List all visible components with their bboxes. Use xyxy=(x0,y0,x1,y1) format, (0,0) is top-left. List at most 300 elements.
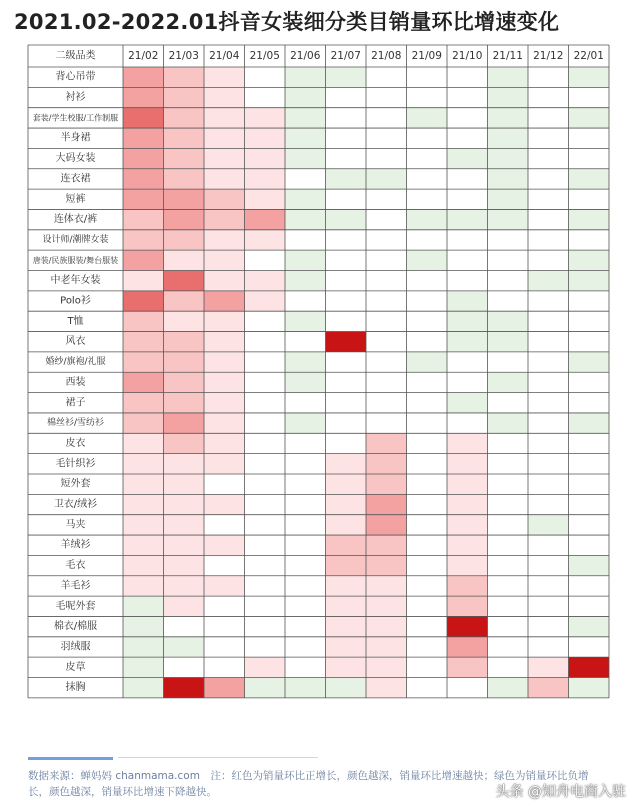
row-label: 设计师/潮牌女装 xyxy=(42,234,109,245)
heatmap-cell xyxy=(123,576,164,596)
heatmap-cell xyxy=(447,678,488,698)
heatmap-cell xyxy=(488,209,529,229)
heatmap-cell xyxy=(204,657,245,677)
heatmap-cell xyxy=(245,678,286,698)
heatmap-cell xyxy=(569,332,610,352)
heatmap-cell xyxy=(447,108,488,128)
heatmap-cell xyxy=(285,454,326,474)
heatmap-cell xyxy=(245,230,286,250)
heatmap-cell xyxy=(245,189,286,209)
row-label: 马夹 xyxy=(65,519,86,531)
column-label: 22/01 xyxy=(573,50,604,62)
heatmap-cell xyxy=(447,494,488,514)
heatmap-cell xyxy=(447,87,488,107)
heatmap-cell xyxy=(123,311,164,331)
heatmap-cell xyxy=(407,189,448,209)
heatmap-cell xyxy=(569,555,610,575)
heatmap-cell xyxy=(569,169,610,189)
row-label: 风衣 xyxy=(65,336,86,348)
heatmap-cell xyxy=(569,535,610,555)
row-label: 连体衣/裤 xyxy=(53,214,98,226)
heatmap-cell xyxy=(366,393,407,413)
heatmap-cell xyxy=(285,433,326,453)
heatmap-cell xyxy=(123,616,164,636)
heatmap-cell xyxy=(285,108,326,128)
heatmap-cell xyxy=(204,189,245,209)
heatmap-cell xyxy=(164,189,205,209)
heatmap-cell xyxy=(326,230,367,250)
heatmap-cell xyxy=(488,678,529,698)
heatmap-cell xyxy=(285,494,326,514)
heatmap-cell xyxy=(204,535,245,555)
heatmap-cell xyxy=(245,148,286,168)
heatmap-cell xyxy=(528,271,569,291)
heatmap-cell xyxy=(407,352,448,372)
heatmap-cell xyxy=(326,372,367,392)
heatmap-cell xyxy=(123,433,164,453)
heatmap-cell xyxy=(326,128,367,148)
heatmap-cell xyxy=(204,352,245,372)
heatmap-cell xyxy=(326,413,367,433)
row-label: 中老年女装 xyxy=(50,275,101,287)
heatmap-cell xyxy=(326,291,367,311)
heatmap-cell xyxy=(245,535,286,555)
heatmap-cell xyxy=(488,454,529,474)
heatmap-cell xyxy=(569,494,610,514)
heatmap-cell xyxy=(204,128,245,148)
heatmap-cell xyxy=(366,311,407,331)
row-label: 婚纱/旗袍/礼服 xyxy=(45,357,106,368)
heatmap-cell xyxy=(285,352,326,372)
heatmap-cell xyxy=(204,250,245,270)
heatmap-cell xyxy=(164,576,205,596)
heatmap-cell xyxy=(528,332,569,352)
column-label: 21/10 xyxy=(452,50,483,62)
heatmap-cell xyxy=(407,271,448,291)
heatmap-cell xyxy=(447,515,488,535)
heatmap-cell xyxy=(528,311,569,331)
heatmap-cell xyxy=(407,555,448,575)
column-label: 21/06 xyxy=(290,50,321,62)
heatmap-cell xyxy=(528,352,569,372)
heatmap-cell xyxy=(123,271,164,291)
heatmap-cell xyxy=(123,535,164,555)
row-label: 裙子 xyxy=(65,397,86,409)
column-label: 21/02 xyxy=(128,50,159,62)
heatmap-cell xyxy=(164,209,205,229)
heatmap-cell xyxy=(326,393,367,413)
heatmap-cell xyxy=(204,87,245,107)
heatmap-cell xyxy=(569,515,610,535)
heatmap-cell xyxy=(245,108,286,128)
heatmap-cell xyxy=(366,128,407,148)
heatmap-cell xyxy=(569,87,610,107)
heatmap-cell xyxy=(285,393,326,413)
heatmap-cell xyxy=(123,67,164,87)
heatmap-cell xyxy=(285,637,326,657)
heatmap-cell xyxy=(285,189,326,209)
heatmap-cell xyxy=(326,332,367,352)
heatmap-cell xyxy=(164,494,205,514)
heatmap-cell xyxy=(366,657,407,677)
heatmap-cell xyxy=(488,230,529,250)
heatmap-cell xyxy=(488,637,529,657)
heatmap-cell xyxy=(326,352,367,372)
heatmap-cell xyxy=(245,515,286,535)
column-label: 21/03 xyxy=(168,50,199,62)
heatmap-cell xyxy=(285,230,326,250)
heatmap-cell xyxy=(123,230,164,250)
heatmap-cell xyxy=(366,535,407,555)
row-label: T恤 xyxy=(67,315,84,327)
heatmap-cell xyxy=(245,352,286,372)
heatmap-cell xyxy=(569,148,610,168)
heatmap-cell xyxy=(204,515,245,535)
heatmap-cell xyxy=(204,596,245,616)
heatmap-cell xyxy=(407,596,448,616)
heatmap-cell xyxy=(447,189,488,209)
heatmap-cell xyxy=(245,250,286,270)
heatmap-cell xyxy=(285,271,326,291)
heatmap-cell xyxy=(164,413,205,433)
heatmap-cell xyxy=(366,148,407,168)
heatmap-cell xyxy=(528,413,569,433)
heatmap-cell xyxy=(366,616,407,636)
heatmap-cell xyxy=(528,616,569,636)
heatmap-cell xyxy=(488,87,529,107)
watermark-text: 头条 @知舟电商入驻 xyxy=(495,784,626,800)
column-label: 21/09 xyxy=(411,50,442,62)
heatmap-cell xyxy=(528,515,569,535)
heatmap-cell xyxy=(164,657,205,677)
heatmap-cell xyxy=(123,250,164,270)
heatmap-cell xyxy=(123,209,164,229)
heatmap-cell xyxy=(245,332,286,352)
heatmap-cell xyxy=(245,169,286,189)
heatmap-cell xyxy=(447,372,488,392)
heatmap-cell xyxy=(407,148,448,168)
row-label: 大码女装 xyxy=(55,153,96,165)
heatmap-cell xyxy=(245,454,286,474)
legend-accent-line xyxy=(28,757,113,760)
row-label: 短裤 xyxy=(65,193,86,205)
column-label: 21/05 xyxy=(249,50,280,62)
heatmap-cell xyxy=(447,657,488,677)
column-label: 21/04 xyxy=(209,50,240,62)
heatmap-cell xyxy=(326,576,367,596)
heatmap-cell xyxy=(528,169,569,189)
heatmap-cell xyxy=(285,148,326,168)
heatmap-cell xyxy=(569,393,610,413)
heatmap-cell xyxy=(569,576,610,596)
heatmap-cell xyxy=(407,678,448,698)
heatmap-cell xyxy=(366,67,407,87)
heatmap-cell xyxy=(407,230,448,250)
heatmap-cell xyxy=(569,189,610,209)
heatmap-cell xyxy=(326,148,367,168)
heatmap-cell xyxy=(407,393,448,413)
row-label: 羊毛衫 xyxy=(60,580,91,592)
heatmap-cell xyxy=(164,67,205,87)
heatmap-cell xyxy=(569,108,610,128)
heatmap-cell xyxy=(569,352,610,372)
heatmap-cell xyxy=(407,67,448,87)
heatmap-cell xyxy=(447,169,488,189)
heatmap-cell xyxy=(488,413,529,433)
heatmap-cell xyxy=(326,433,367,453)
heatmap-cell xyxy=(285,576,326,596)
heatmap-cell xyxy=(447,393,488,413)
heatmap-cell xyxy=(528,148,569,168)
heatmap-cell xyxy=(407,433,448,453)
heatmap-cell xyxy=(326,678,367,698)
heatmap-cell xyxy=(164,372,205,392)
heatmap-cell xyxy=(123,494,164,514)
source-note: 数据来源：蝉妈妈 chanmama.com 注：红色为销量环比正增长，颜色越深，销量环比增速越快；绿色为销量环比负增长，颜色越深，销量环比增速下降越快。 xyxy=(28,770,589,798)
heatmap-cell xyxy=(326,637,367,657)
heatmap-cell xyxy=(407,515,448,535)
heatmap-cell xyxy=(569,372,610,392)
heatmap-cell xyxy=(285,87,326,107)
heatmap-cell xyxy=(366,474,407,494)
row-label: 皮衣 xyxy=(65,437,86,449)
heatmap-cell xyxy=(123,189,164,209)
heatmap-cell xyxy=(285,250,326,270)
heatmap-cell xyxy=(528,291,569,311)
heatmap-cell xyxy=(164,678,205,698)
heatmap-cell xyxy=(285,515,326,535)
heatmap-cell xyxy=(204,209,245,229)
heatmap-cell xyxy=(528,108,569,128)
heatmap-cell xyxy=(245,616,286,636)
heatmap-cell xyxy=(447,67,488,87)
heatmap-cell xyxy=(164,474,205,494)
heatmap-cell xyxy=(204,271,245,291)
heatmap-cell xyxy=(366,372,407,392)
heatmap-cell xyxy=(447,535,488,555)
heatmap-cell xyxy=(204,576,245,596)
heatmap-cell xyxy=(366,271,407,291)
heatmap-cell xyxy=(488,555,529,575)
heatmap-cell xyxy=(123,148,164,168)
heatmap-cell xyxy=(488,108,529,128)
heatmap-cell xyxy=(447,433,488,453)
heatmap-cell xyxy=(204,291,245,311)
heatmap-cell xyxy=(528,657,569,677)
heatmap-cell xyxy=(528,372,569,392)
heatmap-cell xyxy=(204,311,245,331)
row-label: 棉衣/棉服 xyxy=(53,621,98,633)
heatmap-cell xyxy=(245,576,286,596)
heatmap-cell xyxy=(123,596,164,616)
chart-title: 2021.02-2022.01抖音女装细分类目销量环比增速变化 xyxy=(14,10,560,34)
heatmap-cell xyxy=(447,311,488,331)
heatmap-cell xyxy=(407,169,448,189)
heatmap-cell xyxy=(407,209,448,229)
heatmap-cell xyxy=(285,413,326,433)
heatmap-cell xyxy=(528,637,569,657)
heatmap-cell xyxy=(204,433,245,453)
heatmap-cell xyxy=(407,291,448,311)
heatmap-cell xyxy=(204,637,245,657)
heatmap-cell xyxy=(528,454,569,474)
heatmap-cell xyxy=(488,189,529,209)
heatmap-cell xyxy=(164,637,205,657)
header-label: 二级品类 xyxy=(55,50,96,62)
heatmap-cell xyxy=(285,535,326,555)
heatmap-cell xyxy=(447,291,488,311)
heatmap-cell xyxy=(326,474,367,494)
heatmap-cell xyxy=(447,474,488,494)
heatmap-cell xyxy=(366,494,407,514)
heatmap-cell xyxy=(488,271,529,291)
heatmap-cell xyxy=(407,494,448,514)
heatmap-cell xyxy=(123,332,164,352)
heatmap-cell xyxy=(528,474,569,494)
heatmap-cell xyxy=(326,169,367,189)
heatmap-cell xyxy=(326,535,367,555)
heatmap-cell xyxy=(488,657,529,677)
heatmap-cell xyxy=(123,515,164,535)
heatmap-cell xyxy=(447,352,488,372)
heatmap-cell xyxy=(245,271,286,291)
heatmap-cell xyxy=(285,555,326,575)
heatmap-cell xyxy=(326,209,367,229)
heatmap-cell xyxy=(164,250,205,270)
heatmap-cell xyxy=(245,657,286,677)
heatmap-cell xyxy=(528,209,569,229)
heatmap-cell xyxy=(488,535,529,555)
heatmap-cell xyxy=(326,616,367,636)
heatmap-cell xyxy=(164,148,205,168)
heatmap-cell xyxy=(245,555,286,575)
heatmap-cell xyxy=(569,250,610,270)
row-label: 羊绒衫 xyxy=(60,539,91,551)
heatmap-cell xyxy=(245,474,286,494)
heatmap-cell xyxy=(528,250,569,270)
heatmap-cell xyxy=(326,555,367,575)
heatmap-cell xyxy=(569,209,610,229)
heatmap-cell xyxy=(366,189,407,209)
heatmap-cell xyxy=(569,637,610,657)
heatmap-cell xyxy=(326,250,367,270)
heatmap-cell xyxy=(528,393,569,413)
heatmap-cell xyxy=(326,271,367,291)
heatmap-cell xyxy=(447,230,488,250)
heatmap-cell xyxy=(123,637,164,657)
heatmap-cell xyxy=(528,67,569,87)
heatmap-cell xyxy=(204,169,245,189)
heatmap-cell xyxy=(164,87,205,107)
heatmap-cell xyxy=(245,291,286,311)
heatmap-cell xyxy=(366,515,407,535)
heatmap-cell xyxy=(326,515,367,535)
heatmap-cell xyxy=(245,596,286,616)
heatmap-cell xyxy=(204,230,245,250)
heatmap-cell xyxy=(366,413,407,433)
heatmap-cell xyxy=(123,87,164,107)
heatmap-cell xyxy=(447,555,488,575)
heatmap-cell xyxy=(569,657,610,677)
row-label: 毛针织衫 xyxy=(55,458,96,470)
heatmap-cell xyxy=(407,616,448,636)
heatmap-cell xyxy=(528,189,569,209)
heatmap-cell xyxy=(407,372,448,392)
row-label: 卫衣/绒衫 xyxy=(53,499,98,511)
heatmap-cell xyxy=(245,87,286,107)
heatmap-cell xyxy=(366,250,407,270)
heatmap-cell xyxy=(366,291,407,311)
heatmap-cell xyxy=(164,596,205,616)
heatmap-cell xyxy=(366,108,407,128)
row-label: 衬衫 xyxy=(65,92,86,104)
heatmap-cell xyxy=(569,128,610,148)
heatmap-cell xyxy=(366,230,407,250)
heatmap-cell xyxy=(164,128,205,148)
row-label: Polo衫 xyxy=(60,295,91,307)
heatmap-cell xyxy=(366,678,407,698)
column-label: 21/12 xyxy=(533,50,564,62)
heatmap-cell xyxy=(123,454,164,474)
row-label: 棉丝衫/雪纺衫 xyxy=(46,418,105,429)
heatmap-cell xyxy=(326,87,367,107)
row-label: 毛呢外套 xyxy=(55,600,96,612)
heatmap-cell xyxy=(366,209,407,229)
heatmap-cell xyxy=(123,393,164,413)
heatmap-cell xyxy=(245,637,286,657)
heatmap-cell xyxy=(164,332,205,352)
heatmap-cell xyxy=(447,637,488,657)
heatmap-cell xyxy=(407,311,448,331)
heatmap-cell xyxy=(245,494,286,514)
heatmap-cell xyxy=(528,87,569,107)
heatmap-cell xyxy=(326,494,367,514)
heatmap-cell xyxy=(285,678,326,698)
heatmap-cell xyxy=(488,169,529,189)
heatmap-cell xyxy=(407,108,448,128)
heatmap-cell xyxy=(407,128,448,148)
heatmap-cell xyxy=(123,352,164,372)
heatmap-cell xyxy=(164,271,205,291)
heatmap-cell xyxy=(447,454,488,474)
heatmap-cell xyxy=(488,616,529,636)
heatmap-cell xyxy=(407,657,448,677)
heatmap-cell xyxy=(488,311,529,331)
heatmap-cell xyxy=(528,230,569,250)
heatmap-cell xyxy=(204,454,245,474)
heatmap-cell xyxy=(245,433,286,453)
heatmap-cell xyxy=(245,413,286,433)
heatmap-cell xyxy=(204,148,245,168)
heatmap-cell xyxy=(123,372,164,392)
heatmap-cell xyxy=(285,311,326,331)
heatmap-cell xyxy=(204,616,245,636)
heatmap-cell xyxy=(488,433,529,453)
heatmap-cell xyxy=(204,332,245,352)
heatmap-cell xyxy=(123,474,164,494)
heatmap-cell xyxy=(407,474,448,494)
heatmap-cell xyxy=(204,108,245,128)
row-label: 抹胸 xyxy=(65,682,86,694)
heatmap-cell xyxy=(569,678,610,698)
row-label: 背心吊带 xyxy=(55,71,96,83)
column-label: 21/07 xyxy=(330,50,361,62)
row-label: 连衣裙 xyxy=(60,173,91,185)
heatmap-cell xyxy=(164,454,205,474)
heatmap-cell xyxy=(366,433,407,453)
heatmap-cell xyxy=(245,209,286,229)
heatmap-cell xyxy=(164,311,205,331)
